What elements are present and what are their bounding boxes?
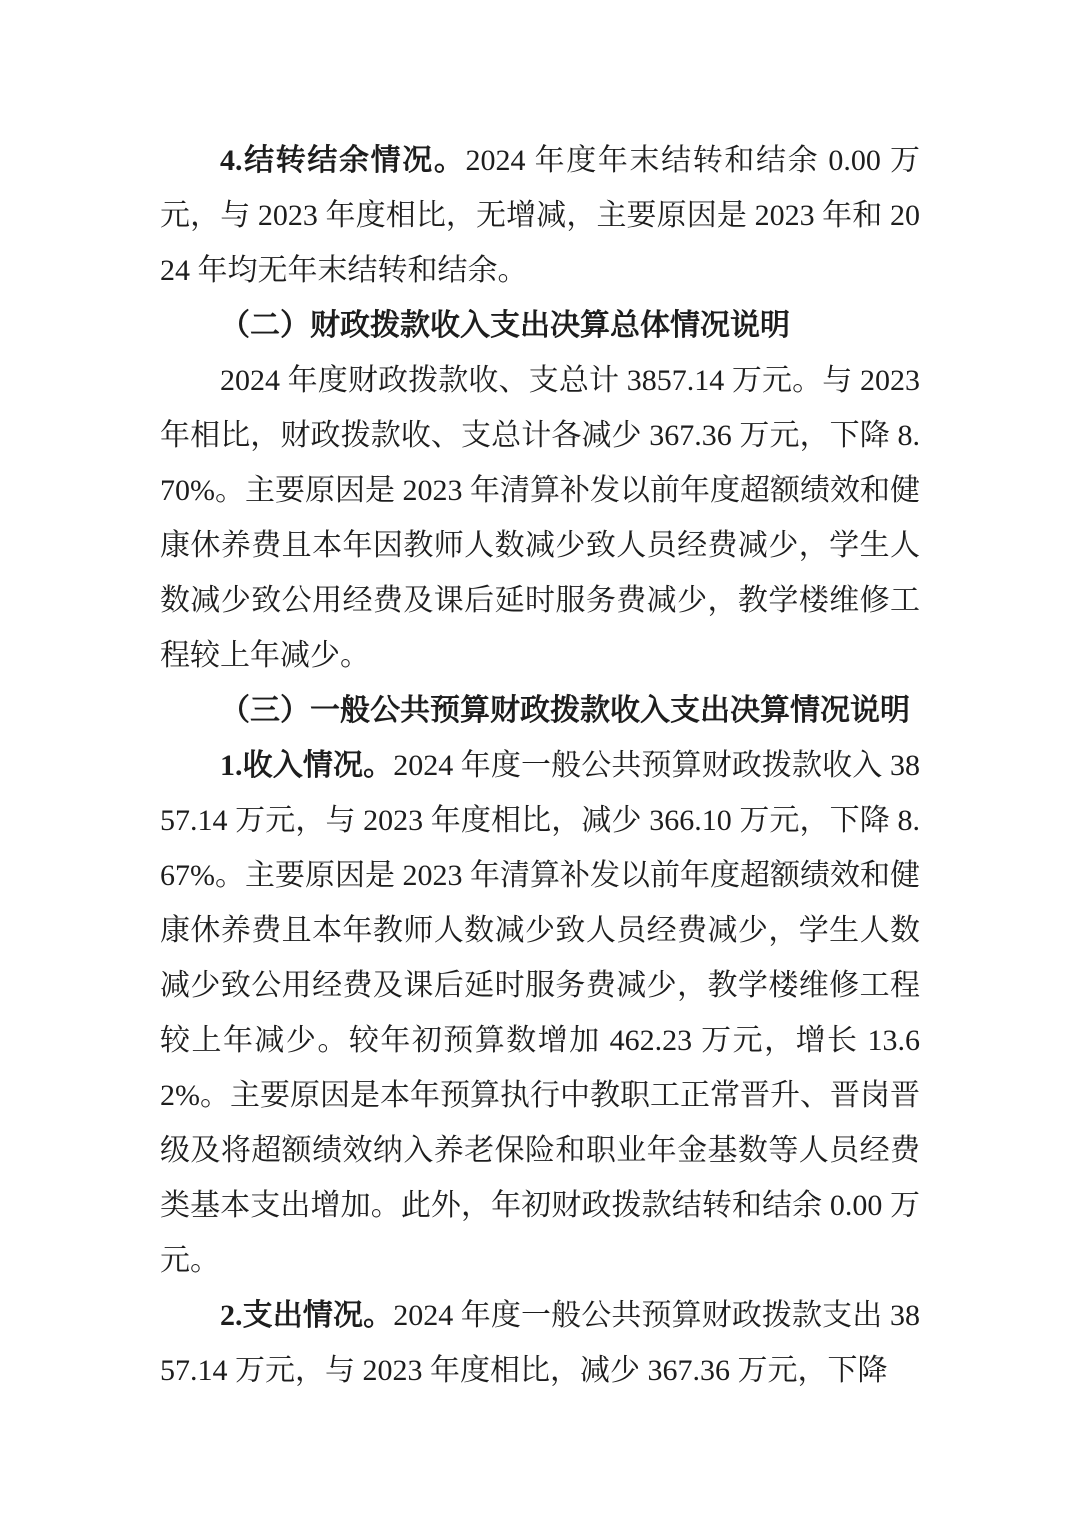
paragraph-fiscal-appropriation-total (160, 353, 920, 683)
paragraph-carryover-balance (160, 133, 920, 298)
paragraph-text-carryover: 2024 年度年末结转和结余 0.00 万元，与 2023 年度相比，无增减，主要原因是 2023 年和 2024 年均无年末结转和结余。 (160, 144, 920, 287)
section-heading-fiscal-appropriation-overview (160, 298, 920, 353)
paragraph-lead-income: 1.收入情况。 (220, 749, 394, 782)
paragraph-expenditure-situation (160, 1288, 920, 1398)
heading-text-fiscal-appropriation-overview: （二）财政拨款收入支出决算总体情况说明 (220, 309, 790, 342)
heading-text-general-public-budget: （三）一般公共预算财政拨款收入支出决算情况说明 (220, 694, 910, 727)
paragraph-income-situation (160, 738, 920, 1288)
section-heading-general-public-budget (160, 683, 920, 738)
paragraph-text-fiscal-appropriation-total: 2024 年度财政拨款收、支总计 3857.14 万元。与 2023 年相比，财政拨款收、支总计各减少 367.36 万元，下降 8.70%。主要原因是 2023 年清算补发以前年度超额绩效和健康休养费且本年因教师人数减少致人员经费减少，学生人数减少致公用经费及课后延时服务费减少，教学楼维修工程较上年减少。 (160, 364, 920, 672)
paragraph-text-income: 2024 年度一般公共预算财政拨款收入 3857.14 万元，与 2023 年度相比，减少 366.10 万元，下降 8.67%。主要原因是 2023 年清算补发以前年度超额绩效和健康休养费且本年教师人数减少致人员经费减少，学生人数减少致公用经费及课后延时服务费减少，教学楼维修工程较上年减少。较年初预算数增加 462.23 万元，增长 13.62%。主要原因是本年预算执行中教职工正常晋升、晋岗晋级及将超额绩效纳入养老保险和职业年金基数等人员经费类基本支出增加。此外，年初财政拨款结转和结余 0.00 万元。 (160, 749, 921, 1277)
paragraph-lead-expenditure: 2.支出情况。 (220, 1299, 394, 1332)
paragraph-lead-carryover: 4.结转结余情况。 (220, 144, 466, 177)
paragraph-text-expenditure: 2024 年度一般公共预算财政拨款支出 3857.14 万元，与 2023 年度相比，减少 367.36 万元，下降 (160, 1299, 921, 1387)
